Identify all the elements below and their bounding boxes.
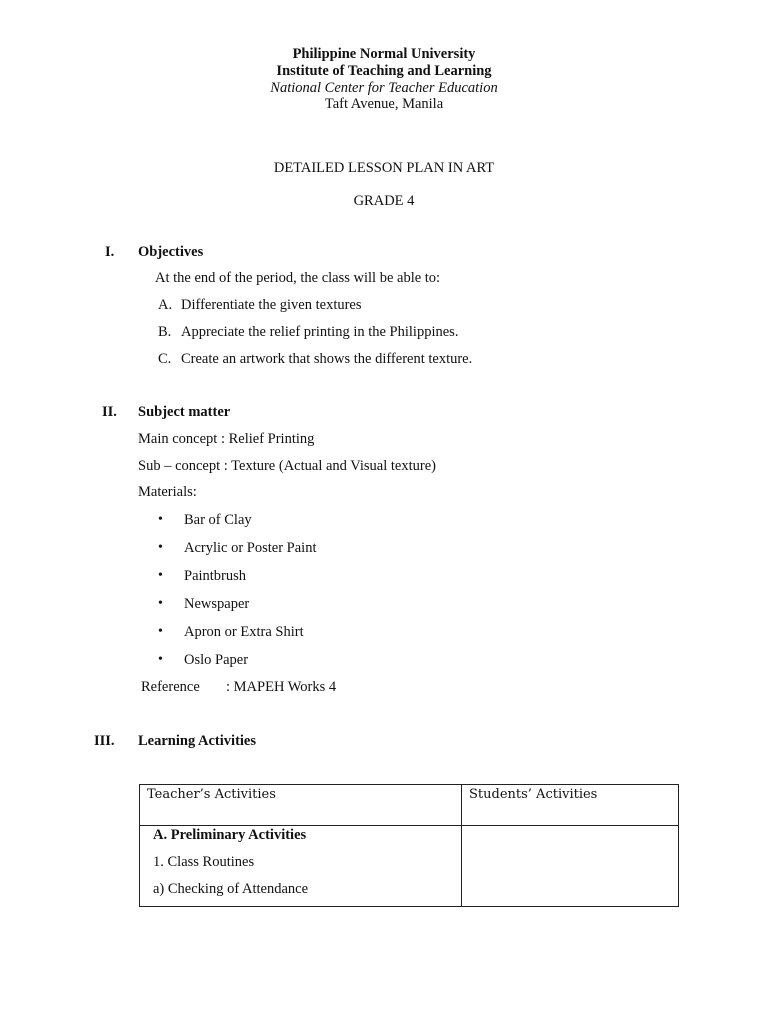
bullet-icon: • bbox=[158, 596, 163, 611]
university-name: Philippine Normal University bbox=[292, 46, 476, 62]
bullet-icon: • bbox=[158, 568, 163, 583]
objective-text: Appreciate the relief printing in the Philippines. bbox=[181, 324, 459, 340]
grade-level: GRADE 4 bbox=[353, 193, 415, 209]
objective-text: Create an artwork that shows the different texture. bbox=[181, 351, 473, 367]
document-title: DETAILED LESSON PLAN IN ART bbox=[273, 160, 495, 176]
material-item: Paintbrush bbox=[184, 568, 247, 584]
bullet-icon: • bbox=[158, 540, 163, 555]
address: Taft Avenue, Manila bbox=[324, 96, 444, 112]
teacher-activity-cell bbox=[140, 826, 462, 907]
material-item: Oslo Paper bbox=[184, 652, 249, 668]
bullet-icon: • bbox=[158, 652, 163, 667]
objectives-numeral: I. bbox=[105, 244, 115, 260]
activity-line: a) Checking of Attendance bbox=[153, 881, 309, 897]
teachers-activities-header: Teacher’s Activities bbox=[147, 787, 276, 802]
table-header-cell bbox=[140, 785, 462, 826]
preliminary-activities-heading: A. Preliminary Activities bbox=[153, 827, 307, 843]
bullet-icon: • bbox=[158, 624, 163, 639]
activities-table bbox=[139, 784, 679, 907]
table-header-cell bbox=[462, 785, 679, 826]
students-activities-header: Students’ Activities bbox=[469, 787, 598, 802]
objectives-heading: Objectives bbox=[138, 244, 204, 260]
objective-label: A. bbox=[158, 297, 173, 313]
objective-label: B. bbox=[158, 324, 172, 340]
material-item: Newspaper bbox=[184, 596, 250, 612]
bullet-icon: • bbox=[158, 512, 163, 527]
main-concept: Main concept : Relief Printing bbox=[138, 431, 315, 447]
student-activity-cell bbox=[462, 826, 679, 907]
materials-label: Materials: bbox=[138, 484, 197, 500]
objective-label: C. bbox=[158, 351, 172, 367]
learning-activities-numeral: III. bbox=[94, 733, 115, 749]
objectives-intro: At the end of the period, the class will be able to: bbox=[155, 270, 441, 286]
reference-value: : MAPEH Works 4 bbox=[226, 679, 337, 695]
objective-text: Differentiate the given textures bbox=[181, 297, 362, 313]
center-name: National Center for Teacher Education bbox=[270, 80, 498, 96]
material-item: Acrylic or Poster Paint bbox=[184, 540, 317, 556]
subject-matter-heading: Subject matter bbox=[138, 404, 231, 420]
sub-concept: Sub – concept : Texture (Actual and Visual texture) bbox=[138, 458, 436, 474]
material-item: Apron or Extra Shirt bbox=[184, 624, 304, 640]
reference-label: Reference bbox=[141, 679, 200, 695]
learning-activities-heading: Learning Activities bbox=[138, 733, 257, 749]
subject-matter-numeral: II. bbox=[102, 404, 117, 420]
material-item: Bar of Clay bbox=[184, 512, 252, 528]
institute-name: Institute of Teaching and Learning bbox=[276, 63, 492, 79]
activity-line: 1. Class Routines bbox=[153, 854, 255, 870]
